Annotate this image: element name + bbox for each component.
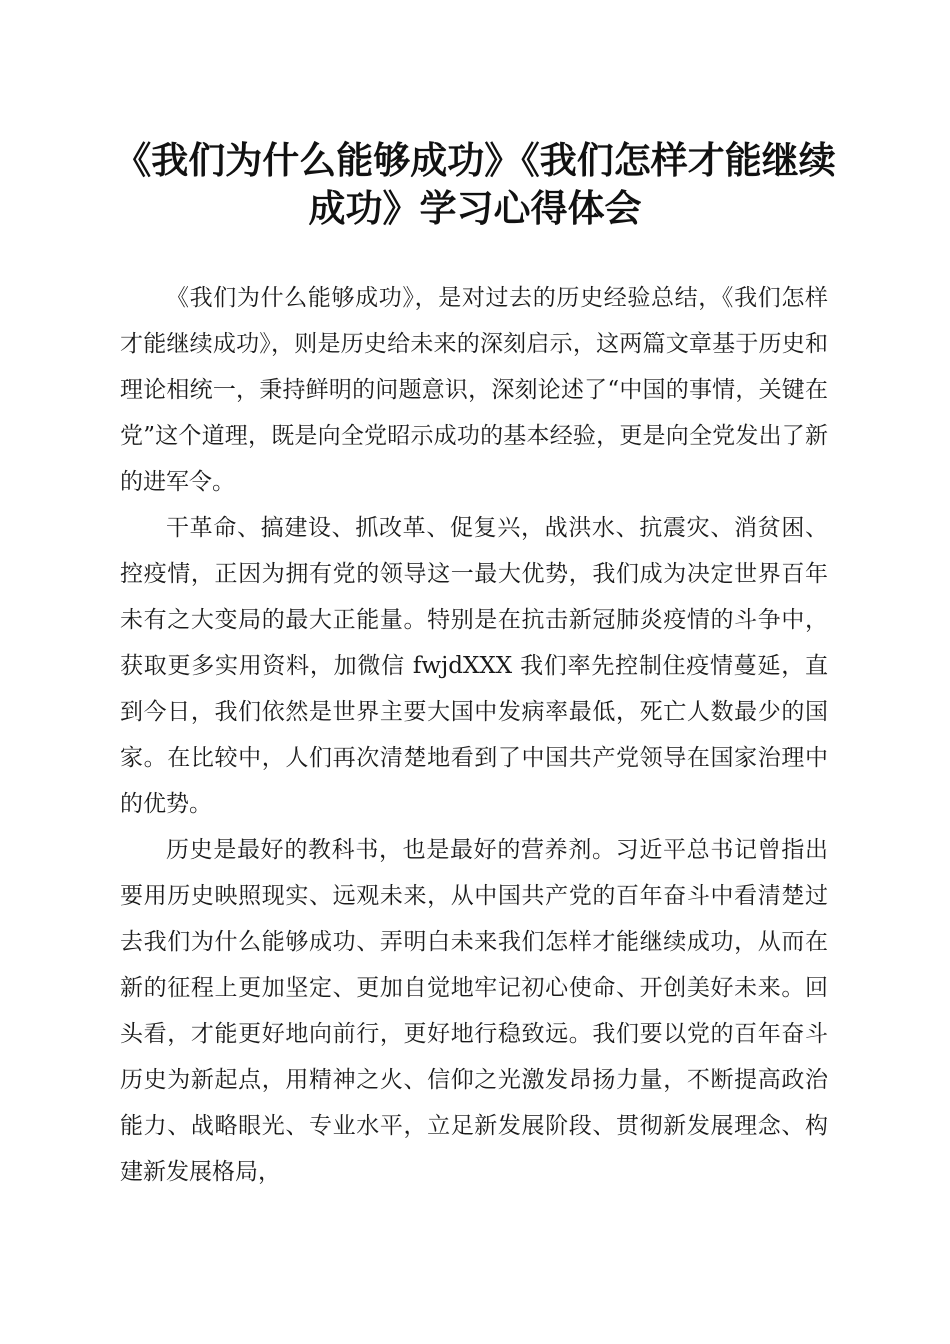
document-body (120, 275, 828, 1195)
paragraph: 干革命、搞建设、抓改革、促复兴，战洪水、抗震灾、消贫困、控疫情，正因为拥有党的领导这一最大优势，我们成为决定世界百年未有之大变局的最大正能量。特别是在抗击新冠肺炎疫情的斗争中，获取更多实用资料，加微信 fwjdXXX 我们率先控制住疫情蔓延，直到今日，我们依然是世界主要大国中发病率最低，死亡人数最少的国家。在比较中，人们再次清楚地看到了中国共产党领导在国家治理中的优势。 (120, 515, 828, 817)
paragraph: 《我们为什么能够成功》，是对过去的历史经验总结，《我们怎样才能继续成功》，则是历史给未来的深刻启示，这两篇文章基于历史和理论相统一，秉持鲜明的问题意识，深刻论述了“中国的事情，关键在党”这个道理，既是向全党昭示成功的基本经验，更是向全党发出了新的进军令。 (120, 285, 828, 495)
document-title: 《我们为什么能够成功》《我们怎样才能继续成功》学习心得体会 (114, 138, 836, 230)
paragraph: 历史是最好的教科书，也是最好的营养剂。习近平总书记曾指出要用历史映照现实、远观未来，从中国共产党的百年奋斗中看清楚过去我们为什么能够成功、弄明白未来我们怎样才能继续成功，从而在新的征程上更加坚定、更加自觉地牢记初心使命、开创美好未来。回头看，才能更好地向前行，更好地行稳致远。我们要以党的百年奋斗历史为新起点，用精神之火、信仰之光激发昂扬力量，不断提高政治能力、战略眼光、专业水平，立足新发展阶段、贯彻新发展理念、构建新发展格局， (120, 837, 828, 1185)
